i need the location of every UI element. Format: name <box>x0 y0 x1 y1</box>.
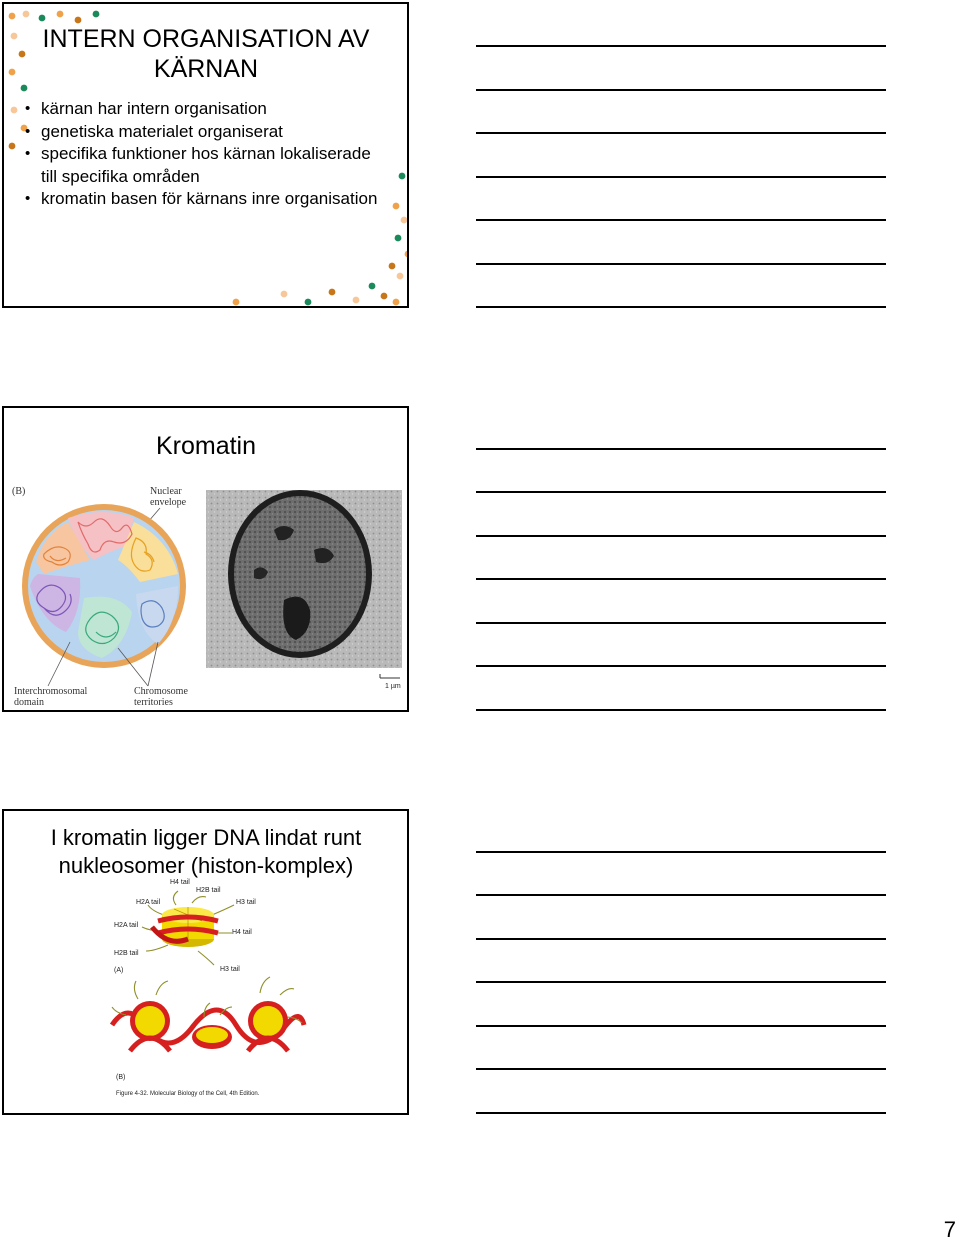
decorative-dot <box>9 13 16 20</box>
decorative-dot <box>23 11 30 18</box>
nucleosome-core <box>152 907 218 947</box>
h2b-tail-label: H2B tail <box>114 950 139 957</box>
decorative-dot <box>381 293 388 300</box>
decorative-dot <box>401 217 408 224</box>
nuclear-envelope-label-line: Nuclear <box>150 486 182 497</box>
decorative-dot <box>39 15 46 22</box>
bullet-item: • genetiska materialet organiserat <box>24 121 384 144</box>
decorative-dot <box>11 107 18 114</box>
slide-intern-organisation <box>2 2 409 308</box>
chromosome-territories-label <box>134 686 190 708</box>
slide-title: Kromatin <box>155 432 257 460</box>
decorative-dot <box>9 143 16 150</box>
panel-b-label: (B) <box>116 1074 126 1081</box>
bullet-item: • kromatin basen för kärnans inre organisation <box>24 188 384 211</box>
bullet-item: • specifika funktioner hos kärnan lokaliserade till specifika områden <box>24 143 384 188</box>
h2b-tail-top-label: H2B tail <box>196 887 221 894</box>
decorative-dot <box>395 235 402 242</box>
decorative-dot <box>353 297 360 304</box>
interchromosomal-label-line: Interchromosomal <box>14 686 88 697</box>
bullet-item: • kärnan har intern organisation <box>24 98 384 121</box>
h2a-tail-label: H2A tail <box>114 922 139 929</box>
h3-tail-label: H3 tail <box>236 899 256 906</box>
decorative-dot <box>329 289 336 296</box>
decorative-dot <box>93 11 100 18</box>
decorative-dot <box>369 283 376 290</box>
decorative-dot <box>393 203 400 210</box>
interchromosomal-label-line: domain <box>14 697 44 708</box>
bullet-list <box>24 98 384 211</box>
decorative-dot <box>397 273 404 280</box>
chromosome-territories-figure <box>8 482 204 708</box>
slide-nukleosomer <box>2 809 409 1115</box>
scale-bar-label: 1 µm <box>385 683 401 690</box>
h3-tail-bottom-label: H3 tail <box>220 966 240 973</box>
h4-tail-label: H4 tail <box>232 929 252 936</box>
panel-label: (B) <box>12 486 26 497</box>
figure-caption: Figure 4-32. Molecular Biology of the Cell, 4th Edition. <box>116 1091 260 1097</box>
decorative-dot <box>399 173 406 180</box>
nuclear-envelope-label-line: envelope <box>150 497 187 508</box>
decorative-dot <box>75 17 82 24</box>
decorative-dot <box>389 263 396 270</box>
h2a-tail-label: H2A tail <box>136 899 161 906</box>
decorative-dot <box>21 85 28 92</box>
page-number: 7 <box>943 1217 956 1242</box>
nucleosome-chain <box>112 977 304 1051</box>
decorative-dot <box>393 299 400 306</box>
slide-title: I kromatin ligger DNA lindat runt nukleosomer (histon-komplex) <box>50 825 362 878</box>
decorative-dot <box>57 11 64 18</box>
slide-title: INTERN ORGANISATION AV KÄRNAN <box>42 25 370 83</box>
nuclear-envelope-label <box>150 486 187 508</box>
panel-a-label: (A) <box>114 967 124 974</box>
slide-kromatin <box>2 406 409 712</box>
decorative-dot <box>405 251 408 258</box>
decorative-dot <box>233 299 240 306</box>
chromosome-territories-label-line: territories <box>134 697 173 708</box>
chromosome-territories-label-line: Chromosome <box>134 686 188 697</box>
nucleosome-figure <box>108 875 308 1105</box>
interchromosomal-label <box>14 686 90 708</box>
h4-tail-top-label: H4 tail <box>170 879 190 886</box>
decorative-dot <box>281 291 288 298</box>
decorative-dot <box>305 299 312 306</box>
electron-micrograph <box>204 490 404 690</box>
